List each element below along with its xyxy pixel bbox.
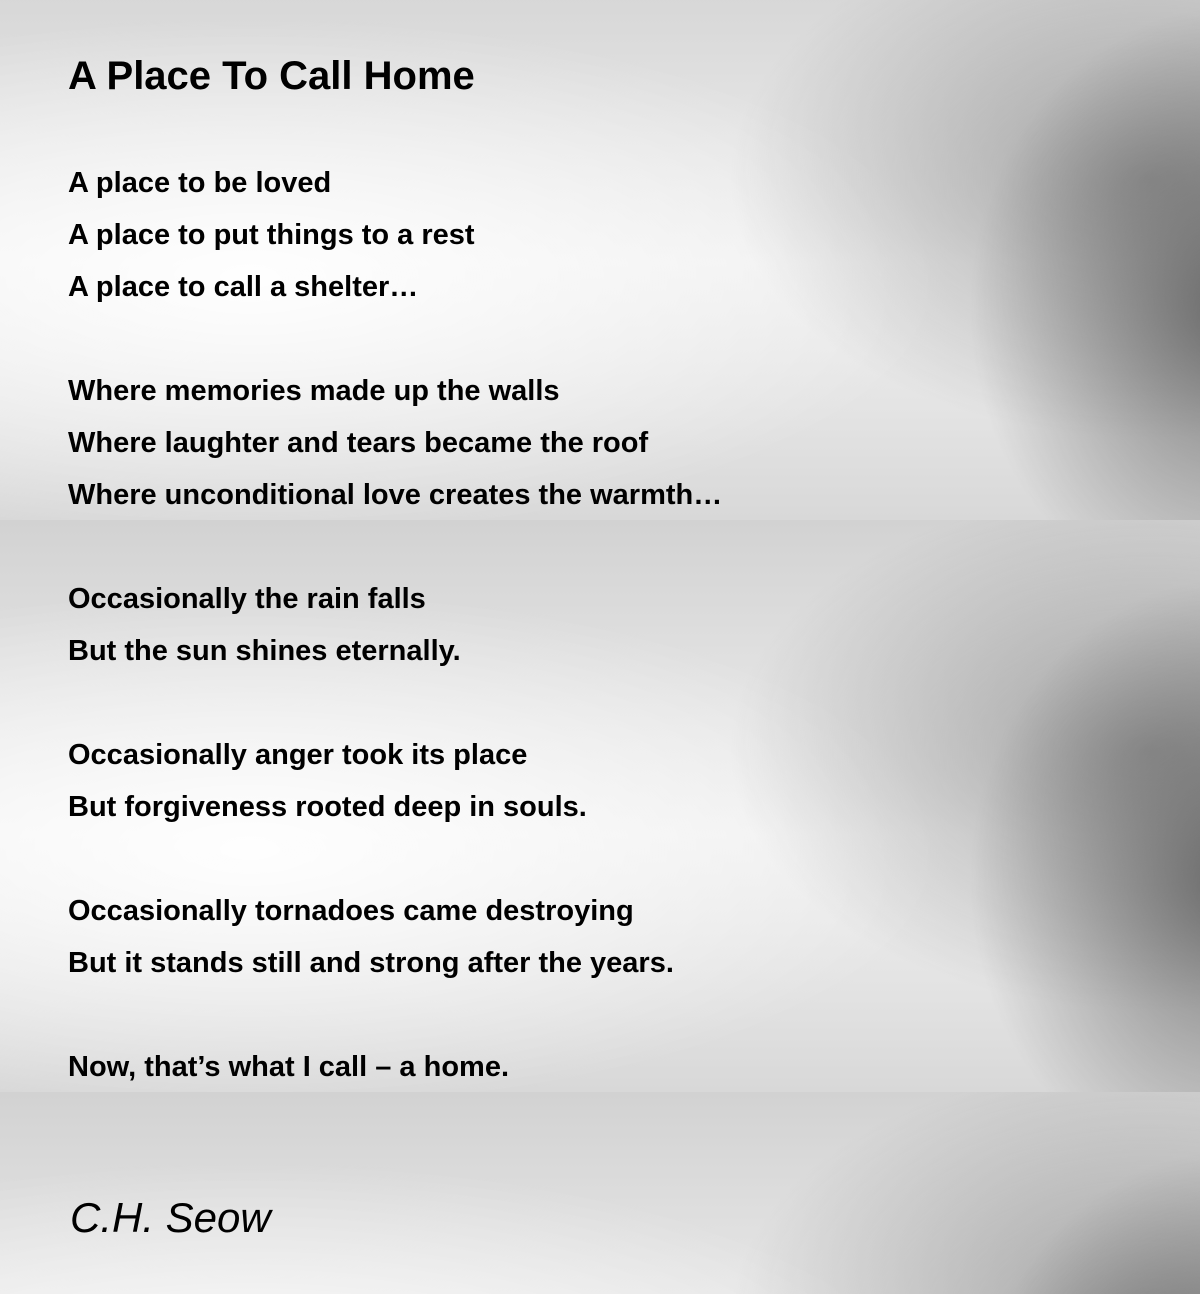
poem-line: Where unconditional love creates the warmth… (68, 479, 723, 511)
stanza-break (68, 313, 722, 365)
stanza-break (68, 989, 722, 1041)
poem-line: A place to put things to a rest (68, 219, 475, 251)
poem-line: A place to be loved (68, 167, 332, 199)
poem-line: But forgiveness rooted deep in souls. (68, 791, 587, 823)
poem-line: But the sun shines eternally. (68, 635, 461, 667)
poem-title: A Place To Call Home (68, 54, 475, 98)
poem-line: But it stands still and strong after the years. (68, 947, 674, 979)
poem-line: Where memories made up the walls (68, 375, 560, 407)
poem-line: Where laughter and tears became the roof (68, 427, 649, 459)
poem-body (68, 157, 722, 1093)
poem-line: Occasionally the rain falls (68, 583, 426, 615)
stanza-break (68, 677, 722, 729)
poem-line: Occasionally tornadoes came destroying (68, 895, 634, 927)
poem-line: A place to call a shelter… (68, 271, 419, 303)
stanza-break (68, 521, 722, 573)
poem-author: C.H. Seow (70, 1194, 271, 1241)
poem-line: Now, that’s what I call – a home. (68, 1051, 510, 1083)
poem-line: Occasionally anger took its place (68, 739, 528, 771)
stanza-break (68, 833, 722, 885)
